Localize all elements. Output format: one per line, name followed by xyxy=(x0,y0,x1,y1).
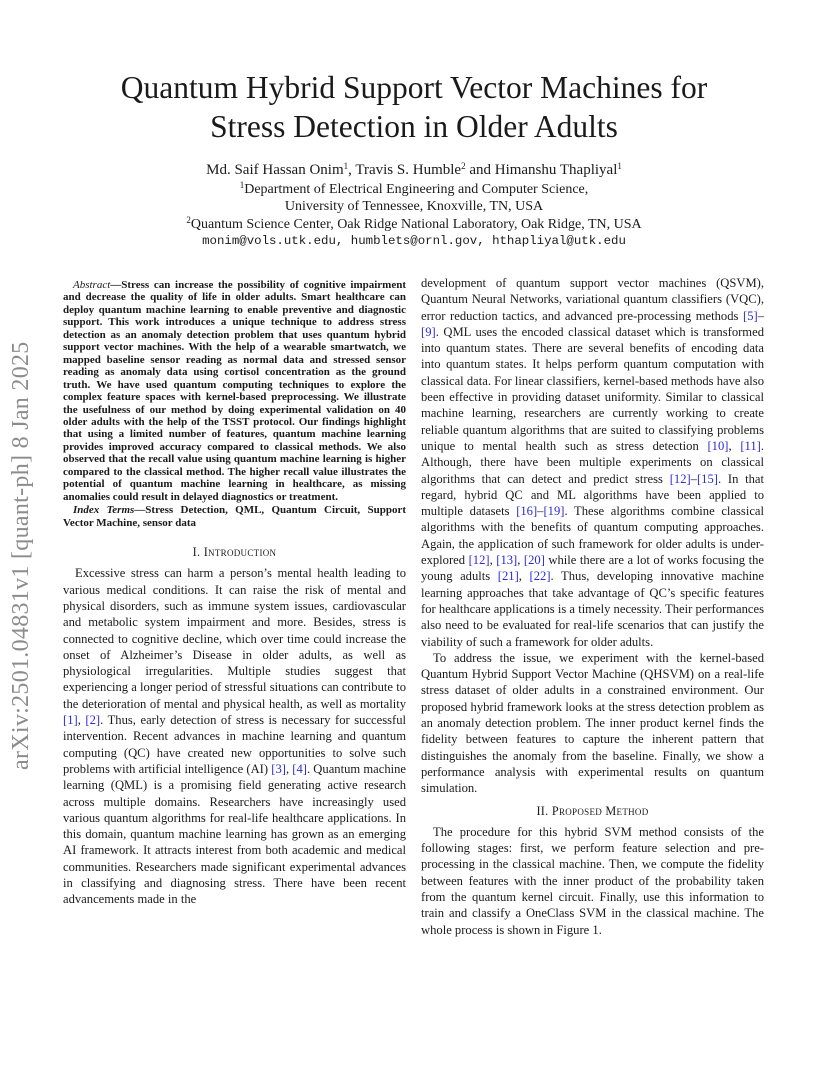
citation-link[interactable]: [10] xyxy=(707,438,729,453)
citation-link[interactable]: [9] xyxy=(421,324,436,339)
citation-link[interactable]: [21] xyxy=(497,569,519,584)
citation-link[interactable]: [13] xyxy=(496,553,518,568)
abstract-text: —Stress can increase the possibility of cognitive impairment and decrease the quality of life in older adults. Smart healthcare can deploy quantum machine learning to enable preventive and diagnostic support. This work introduces a unique technique to address stress detection as an anomaly detection problem that uses quantum hybrid support vector machines. With the help of a wearable smartwatch, we mapped baseline sensor reading as normal data and stressed sensor reading as anomaly data using cortisol concentration as the ground truth. We have used quantum computing techniques to explore the complex feature spaces with kernel-based preprocessing. We illustrate the usefulness of our method by doing experimental validation on 40 older adults with the help of the TSST protocol. Our findings highlight that using a limited number of features, quantum machine learning provides improved accuracy compared to classical methods. We also observed that the recall value using quantum machine learning is higher compared to the classical method. The higher recall value illustrates the potential of quantum machine learning in healthcare, as missing anomalies could result in delayed diagnostics or treatment. xyxy=(63,279,406,503)
text-run: , xyxy=(728,438,741,453)
author-3-affil-mark: 1 xyxy=(617,161,622,171)
affiliation-1-mark: 1 xyxy=(239,179,245,190)
citation-link[interactable]: [1] xyxy=(63,713,78,728)
text-run: . Thus, developing innovative machine learning approaches that take advantage of QC’s specific features for healthcare applications is a timely necessity. Their performances also need to be evaluated for real-life scenarios that can justify the viability of such a framework for older adults. xyxy=(421,569,764,649)
text-run: . Thus, early detection of stress is necessary for successful intervention. Recent advances in machine learning and quantum computing (QC) have created new opportunities to solve such problems with artificial intelligence (AI) xyxy=(63,713,407,776)
text-run: , xyxy=(518,569,530,584)
right-column xyxy=(421,275,764,938)
left-column xyxy=(63,279,406,908)
section-heading-introduction: I. Introduction xyxy=(192,545,277,560)
text-run: development of quantum support vector machines (QSVM), Quantum Neural Networks, variational quantum classifiers (VQC), error reduction tactics, and advanced pre-processing methods xyxy=(421,276,764,323)
author-3: and Himanshu Thapliyal xyxy=(465,162,618,178)
arxiv-identifier-stamp: arXiv:2501.04831v1 [quant-ph] 8 Jan 2025 xyxy=(8,341,34,770)
text-run: – xyxy=(537,504,544,519)
text-run: – xyxy=(690,471,697,486)
paper-title xyxy=(60,68,768,146)
text-run: , xyxy=(489,553,497,568)
author-names xyxy=(80,162,748,180)
author-1-affil-mark: 1 xyxy=(343,161,349,171)
text-run: while there are a lot of works focusing the young adults xyxy=(421,553,765,584)
index-terms-text: —Stress Detection, QML, Quantum Circuit, Support Vector Machine, sensor data xyxy=(63,504,406,529)
index-terms xyxy=(63,504,406,529)
citation-link[interactable]: [15] xyxy=(696,471,718,486)
text-run: , xyxy=(285,761,293,776)
affiliation-2-text: Quantum Science Center, Oak Ridge National Laboratory, Oak Ridge, TN, USA xyxy=(190,216,642,232)
text-run: , xyxy=(517,553,524,568)
citation-link[interactable]: [16] xyxy=(516,504,538,519)
citation-link[interactable]: [11] xyxy=(740,438,761,453)
index-terms-lead: Index Terms xyxy=(73,504,135,517)
citation-link[interactable]: [12] xyxy=(468,553,490,568)
author-block xyxy=(80,162,748,251)
author-1: Md. Saif Hassan Onim xyxy=(206,162,344,178)
title-line-2: Stress Detection in Older Adults xyxy=(210,109,618,144)
citation-link[interactable]: [12] xyxy=(669,471,691,486)
citation-link[interactable]: [22] xyxy=(529,569,551,584)
text-run: . In that regard, hybrid QC and ML algorithms have been applied to multiple datasets xyxy=(421,471,764,519)
affiliation-1-line-2: University of Tennessee, Knoxville, TN, USA xyxy=(284,199,544,215)
method-paragraph-1: The procedure for this hybrid SVM method consists of the following stages: first, we perform feature selection and pre-processing in the classical machine. Then, we compute the fidelity between features with the inner product of the probability taken from the quantum kernel circuit. Finally, use this information to train and classify a OneClass SVM in the classical machine. The whole process is shown in Figure 1. xyxy=(421,824,764,937)
citation-link[interactable]: [5] xyxy=(743,308,758,323)
affiliation-2 xyxy=(80,216,748,234)
section-heading-proposed-method: II. Proposed Method xyxy=(536,803,649,818)
citation-link[interactable]: [2] xyxy=(85,713,101,728)
text-run: . Although, there have been multiple experiments on classical algorithms that can detect and predict stress xyxy=(421,438,764,486)
affiliation-2-mark: 2 xyxy=(186,214,191,225)
intro-paragraph-3: To address the issue, we experiment with the kernel-based Quantum Hybrid Support Vector Machine (QHSVM) on a real-life stress dataset of older adults in a constrained environment. Our proposed hybrid framework looks at the stress detection problem as an anomaly detection problem. The inner product kernel finds the fidelity between features to capture the inherent pattern that distinguishes the anomaly from the baseline. Finally, we show a performance analysis with experimental results on quantum simulation. xyxy=(421,650,764,796)
text-run: . These algorithms combine classical algorithms with the benefits of quantum computing approaches. Again, the application of such framework for older adults is under-explored xyxy=(421,504,765,568)
abstract-lead: Abstract xyxy=(73,279,111,291)
author-2-affil-mark: 2 xyxy=(461,161,466,171)
author-emails: monim@vols.utk.edu, humblets@ornl.gov, hthapliyal@utk.edu xyxy=(202,234,626,249)
intro-paragraph-1 xyxy=(63,565,406,907)
citation-link[interactable]: [4] xyxy=(292,761,307,776)
text-run: . QML uses the encoded classical dataset which is transformed into quantum states. There are several benefits of encoding data into quantum states. It helps perform quantum computation with classical data. For linear classifiers, kernel-based methods have also been effective in providing dataset uniformity. Similar to classical machine learning, researchers are currently working to create reliable quantum algorithms that are suited to classifying problems unique to mental health such as stress detection xyxy=(421,324,764,453)
citation-link[interactable]: [3] xyxy=(271,761,286,776)
author-2: , Travis S. Humble xyxy=(348,162,462,178)
abstract xyxy=(63,279,406,503)
citation-link[interactable]: [20] xyxy=(523,553,545,568)
text-run: , xyxy=(77,713,86,728)
title-line-1: Quantum Hybrid Support Vector Machines for xyxy=(120,70,708,105)
affiliation-1-line-1: Department of Electrical Engineering and Computer Science, xyxy=(244,181,589,197)
intro-paragraph-2 xyxy=(421,275,764,650)
affiliation-1 xyxy=(80,181,748,199)
text-run: – xyxy=(757,308,764,323)
citation-link[interactable]: [19] xyxy=(543,504,565,519)
text-run: Excessive stress can harm a person’s mental health leading to various medical conditions. It can raise the risk of mental and physical disorders, such as immune system issues, cardiovascular and metabolic system impairment and more. Besides, stress is connected to cognitive decline, which over time could increase the onset of Alzheimer’s Disease in older adults, as well as physiological irregularities. Multiple studies suggest that experiencing a longer period of stressful situations can contribute to the deterioration of mental and physical health, as well as mortality xyxy=(63,566,406,711)
text-run: . Quantum machine learning (QML) is a promising field generating active research across multiple domains. Researchers have increasingly used various quantum algorithms for real-life healthcare applications. In this domain, quantum machine learning has grown as an emerging AI framework. It attracts interest from both academic and medical communities. Researchers made significant experimental advances in classifying and diagnosing stress. There have been recent advancements made in the xyxy=(63,761,407,907)
